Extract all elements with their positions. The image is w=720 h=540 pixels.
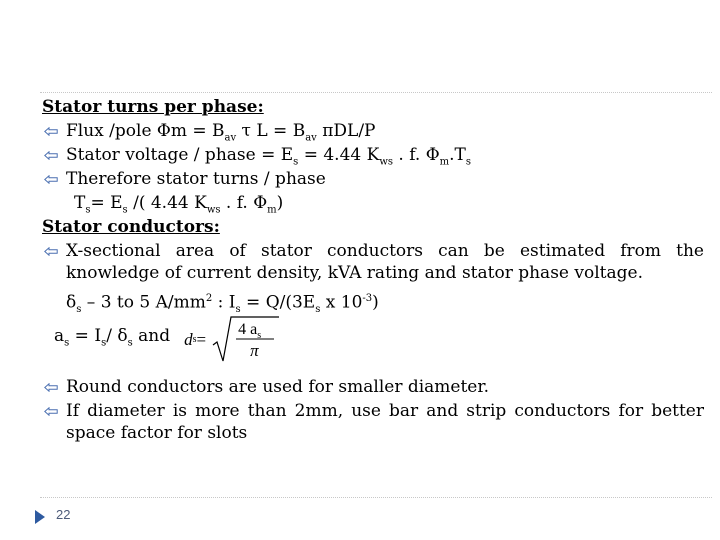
blue-triangle-icon [35,510,45,524]
diameter-equation: d s = 4 $a_s$ π [184,315,280,365]
denominator: π [250,341,259,360]
hollow-left-arrow-icon [44,151,58,160]
bullet-bar-strip: If diameter is more than 2mm, use bar and strip conductors for better space factor for slots [42,400,704,444]
heading-stator-conductors: Stator conductors: [42,217,220,237]
bullet-flux-per-pole: Flux /pole $\Phi m = B_{av}$ τ $L = B_{av}$ πDL/P [42,120,704,144]
bullet-cross-section: X-sectional area of stator conductors can be estimated from the knowledge of current density, kVA rating and stator phase voltage. [42,240,704,284]
bottom-divider [40,497,712,498]
bullet-stator-turns: Therefore stator turns / phase [42,168,704,192]
hollow-left-arrow-icon [44,127,58,136]
square-root [212,315,280,365]
hollow-left-arrow-icon [44,383,58,392]
numerator: 4 $a_s$ [238,321,262,342]
formula-current-density: $\delta_s - 3$ to 5 $A/mm^2$ : $I_s = Q/(3E_s$ x $10^{-3}$) [66,292,379,316]
heading-stator-turns: Stator turns per phase: [42,97,264,117]
bullet-round-conductors: Round conductors are used for smaller diameter. [42,376,704,400]
bullet-stator-voltage: Stator voltage / phase = $E_s = 4.44$ $K_{ws}$ . f. $\Phi_m.T_s$ [42,144,704,168]
hollow-left-arrow-icon [44,407,58,416]
top-divider [40,92,712,93]
area-expression: $a_s = I_s/$ $\delta_s$ and [54,326,171,349]
page-number: 22 [56,507,71,522]
formula-turns-per-phase: $T_s= E_s$ /( 4.44 $K_{ws}$ . f. $\Phi_m$) [74,193,284,216]
formula-conductor-area [42,312,704,368]
hollow-left-arrow-icon [44,247,58,256]
slide-body [42,96,704,444]
hollow-left-arrow-icon [44,175,58,184]
